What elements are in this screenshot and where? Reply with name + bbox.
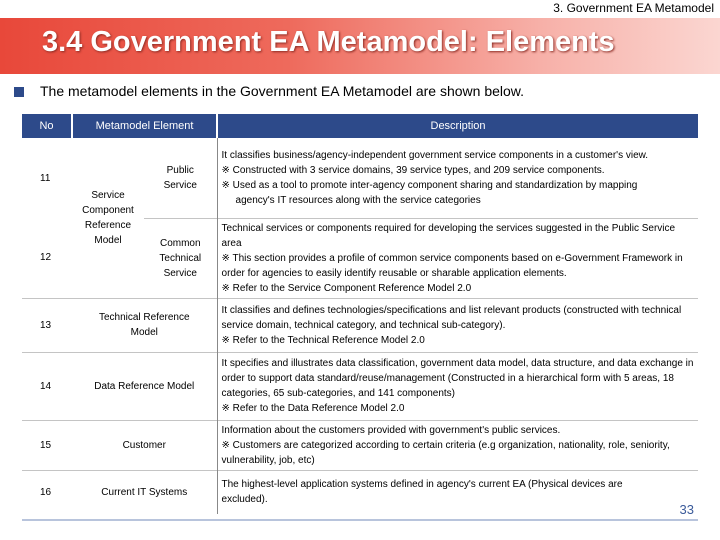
group-element-label: [72, 138, 144, 298]
description: [217, 218, 698, 298]
element: [72, 420, 217, 470]
sub-element-line: Technical: [159, 252, 202, 264]
table-header-row: [22, 114, 698, 138]
description-line: ※ Refer to the Service Component Reference Model 2.0: [221, 282, 472, 294]
description: [217, 470, 698, 514]
sub-element-line: Service: [163, 179, 197, 191]
element: [72, 352, 217, 420]
sub-element-line: Service: [163, 267, 197, 279]
description-line: Information about the customers provided with government's public services.: [221, 424, 561, 436]
sub-element: [144, 138, 217, 218]
table-row: [22, 352, 698, 420]
title-bar: [0, 18, 720, 74]
description-line: agency's IT resources along with the service categories: [235, 194, 481, 206]
group-label-line: Service: [91, 189, 125, 201]
table-row: [22, 420, 698, 470]
description: [217, 420, 698, 470]
element: [72, 470, 217, 514]
element-line: Model: [130, 327, 158, 338]
table-row: [22, 470, 698, 514]
row-number: 15: [22, 420, 72, 470]
element-line: Data Reference Model: [94, 380, 195, 392]
element-line: Current IT Systems: [101, 486, 188, 498]
description-line: ※ Refer to the Data Reference Model 2.0: [221, 403, 405, 414]
description-line: ※ This section provides a profile of common service components based on e-Government Framework in order for agencies to easily identify reusable or sharable application elements.: [221, 252, 683, 279]
column-header-no: No: [22, 114, 72, 138]
table-row: [22, 138, 698, 218]
table-bottom-border: [22, 519, 698, 521]
description-line: ※ Constructed with 3 service domains, 39 service types, and 209 service components.: [221, 164, 605, 176]
row-number: 13: [22, 298, 72, 352]
description: [217, 352, 698, 420]
description-line: It classifies business/agency-independent government service components in a customer's view.: [221, 149, 649, 161]
group-label-line: Component: [82, 204, 134, 216]
description-line: It specifies and illustrates data classification, government data model, data structure, and data exchange in order to support data standard/reuse/management (Constructed in a hierarchical form with 5 areas, 18 categories, 65 sub-categories, and 141 components): [221, 358, 694, 399]
row-number: 14: [22, 352, 72, 420]
element: [72, 298, 217, 352]
description-line: ※ Used as a tool to promote inter-agency component sharing and standardization by mapping: [221, 179, 638, 191]
description-line: Technical services or components required for developing the services suggested in the Public Service area: [221, 222, 676, 249]
metamodel-table: [22, 114, 698, 514]
description-line: ※ Refer to the Technical Reference Model 2.0: [221, 334, 425, 346]
sub-element-line: Public: [166, 164, 194, 176]
row-number: 16: [22, 470, 72, 514]
element-line: Technical Reference: [98, 312, 190, 323]
description-line: ※ Customers are categorized according to certain criteria (e.g organization, nationality, role, seniority, vulnerability, job, etc): [221, 439, 670, 466]
sub-element-line: Common: [159, 237, 201, 249]
table-row: [22, 298, 698, 352]
intro-text: The metamodel elements in the Government EA Metamodel are shown below.: [40, 83, 525, 99]
description-line: The highest-level application systems defined in agency's current EA (Physical devices are excluded).: [221, 479, 623, 506]
row-number: 11: [40, 172, 51, 184]
description: [217, 138, 698, 218]
row-number: 12: [40, 252, 52, 264]
slide-title: 3.4 Government EA Metamodel: Elements: [42, 26, 615, 58]
column-header-element: Metamodel Element: [72, 114, 217, 138]
page-number: 33: [679, 502, 694, 517]
sub-element: [144, 218, 217, 298]
group-label-line: Reference: [84, 219, 132, 231]
description: [217, 298, 698, 352]
element-line: Customer: [122, 439, 166, 451]
section-header: 3. Government EA Metamodel: [553, 1, 714, 15]
bullet-square-icon: [14, 87, 24, 97]
group-label-line: Model: [94, 234, 122, 246]
description-line: It classifies and defines technologies/specifications and list relevant products (constructed with technical service domain, technical category, and technical sub-category).: [221, 304, 682, 331]
column-header-description: Description: [217, 114, 698, 138]
